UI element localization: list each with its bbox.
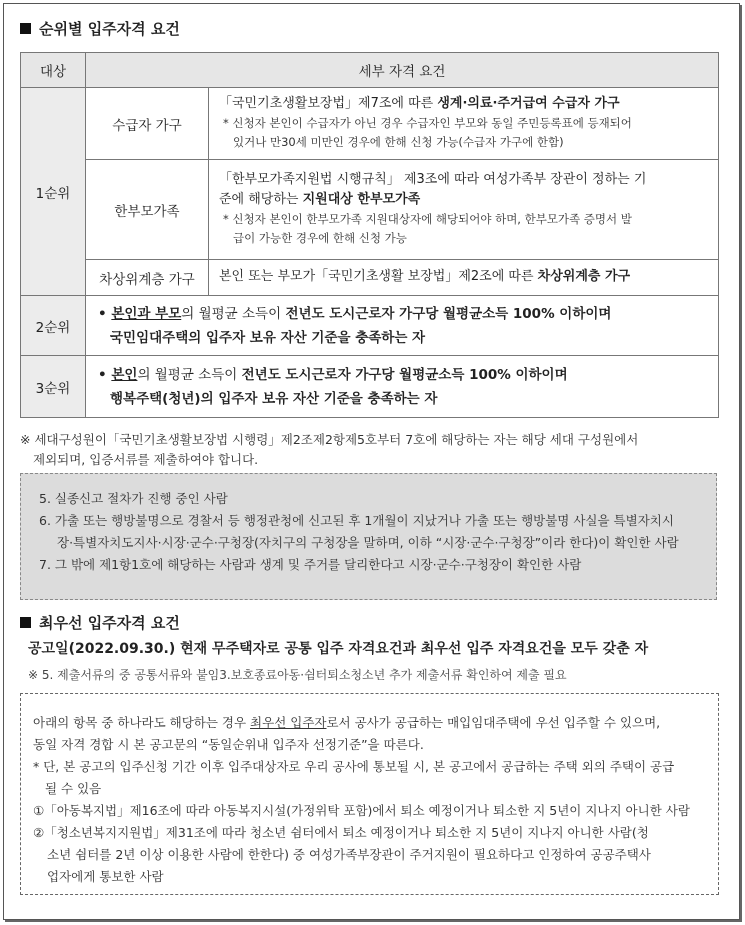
document-note: ※ 5. 제출서류의 중 공통서류와 붙임3.보호종료아동·쉼터퇴소청소년 추가 제출서류 확인하여 제출 필요 bbox=[28, 668, 567, 682]
detail-cell: 「국민기초생활보장법」제7조에 따른 생계·의료·주거급여 수급자 가구 * 신청자 본인이 수급자가 아닌 경우 수급자인 부모와 동일 주민등록표에 등재되어 있거나 만30세 미만인 경우에 한해 신청 가능(수급자 가구에 한함) bbox=[209, 88, 719, 160]
section-title: 최우선 입주자격 요건 bbox=[20, 612, 180, 633]
rank1-label: 1순위 bbox=[21, 88, 86, 296]
square-bullet-icon bbox=[20, 23, 31, 34]
rank3-label: 3순위 bbox=[21, 356, 86, 418]
header-detail: 세부 자격 요건 bbox=[86, 53, 719, 88]
header-target: 대상 bbox=[21, 53, 86, 88]
table-row bbox=[21, 260, 719, 296]
sub-target: 차상위계층 가구 bbox=[86, 260, 209, 296]
excluded-members-box: 5. 실종신고 절차가 진행 중인 사람 6. 가출 또는 행방불명으로 경찰서 등 행정관청에 신고된 후 1개월이 지났거나 가출 또는 행방불명 사실을 특별자치시 장·특별자치도지사·시장·군수·구청장(자치구의 구청장을 말하며, 이하 “시장·군수·구청장”이라 한다)이 확인한 사람 7. 그 밖에 제1항1호에 해당하는 사람과 생계 및 주거를 달리한다고 시장·군수·구청장이 확인한 사람 bbox=[20, 473, 717, 600]
table-row bbox=[21, 356, 719, 418]
household-note: ※ 세대구성원이「국민기초생활보장법 시행령」제2조제2항제5호부터 7호에 해당하는 자는 해당 세대 구성원에서 제외되며, 입증서류를 제출하여야 합니다. bbox=[20, 432, 639, 467]
priority-condition: 공고일(2022.09.30.) 현재 무주택자로 공통 입주 자격요건과 최우선 입주 자격요건을 모두 갖춘 자 bbox=[28, 641, 649, 657]
table-row bbox=[21, 160, 719, 260]
detail-cell: 본인 또는 부모가「국민기초생활 보장법」제2조에 따른 차상위계층 가구 bbox=[209, 260, 719, 296]
sub-target: 한부모가족 bbox=[86, 160, 209, 260]
qualification-table bbox=[20, 52, 719, 418]
section-title: 순위별 입주자격 요건 bbox=[20, 18, 180, 39]
sub-target: 수급자 가구 bbox=[86, 88, 209, 160]
table-header-row bbox=[21, 53, 719, 88]
table-row bbox=[21, 296, 719, 356]
square-bullet-icon bbox=[20, 617, 31, 628]
priority-criteria-box: 아래의 항목 중 하나라도 해당하는 경우 최우선 입주자로서 공사가 공급하는 매입임대주택에 우선 입주할 수 있으며, 동일 자격 경합 시 본 공고문의 “동일순위내 입주자 선정기준”을 따른다. * 단, 본 공고의 입주신청 기간 이후 입주대상자로 우리 공사에 통보될 시, 본 공고에서 공급하는 주택 외의 주택이 공급 될 수 있음 ①「아동복지법」제16조에 따라 아동복지시설(가정위탁 포함)에서 퇴소 예정이거나 퇴소한 지 5년이 지나지 아니한 사람 ②「청소년복지지원법」제31조에 따라 청소년 쉼터에서 퇴소 예정이거나 퇴소한 지 5년이 지나지 아니한 사람(청 소년 쉼터를 2년 이상 이용한 사람에 한한다) 중 여성가족부장관이 주거지원이 필요하다고 인정하여 공공주택사 업자에게 통보한 사람 bbox=[20, 693, 719, 895]
rank3-detail: • 본인의 월평균 소득이 전년도 도시근로자 가구당 월평균소득 100% 이하이며 행복주택(청년)의 입주자 보유 자산 기준을 충족하는 자 bbox=[86, 356, 719, 418]
rank2-label: 2순위 bbox=[21, 296, 86, 356]
table-row bbox=[21, 88, 719, 160]
detail-cell: 「한부모가족지원법 시행규칙」 제3조에 따라 여성가족부 장관이 정하는 기 준에 해당하는 지원대상 한부모가족 * 신청자 본인이 한부모가족 지원대상자에 해당되어야 하며, 한부모가족 증명서 발 급이 가능한 경우에 한해 신청 가능 bbox=[209, 160, 719, 260]
rank2-detail: • 본인과 부모의 월평균 소득이 전년도 도시근로자 가구당 월평균소득 100% 이하이며 국민임대주택의 입주자 보유 자산 기준을 충족하는 자 bbox=[86, 296, 719, 356]
